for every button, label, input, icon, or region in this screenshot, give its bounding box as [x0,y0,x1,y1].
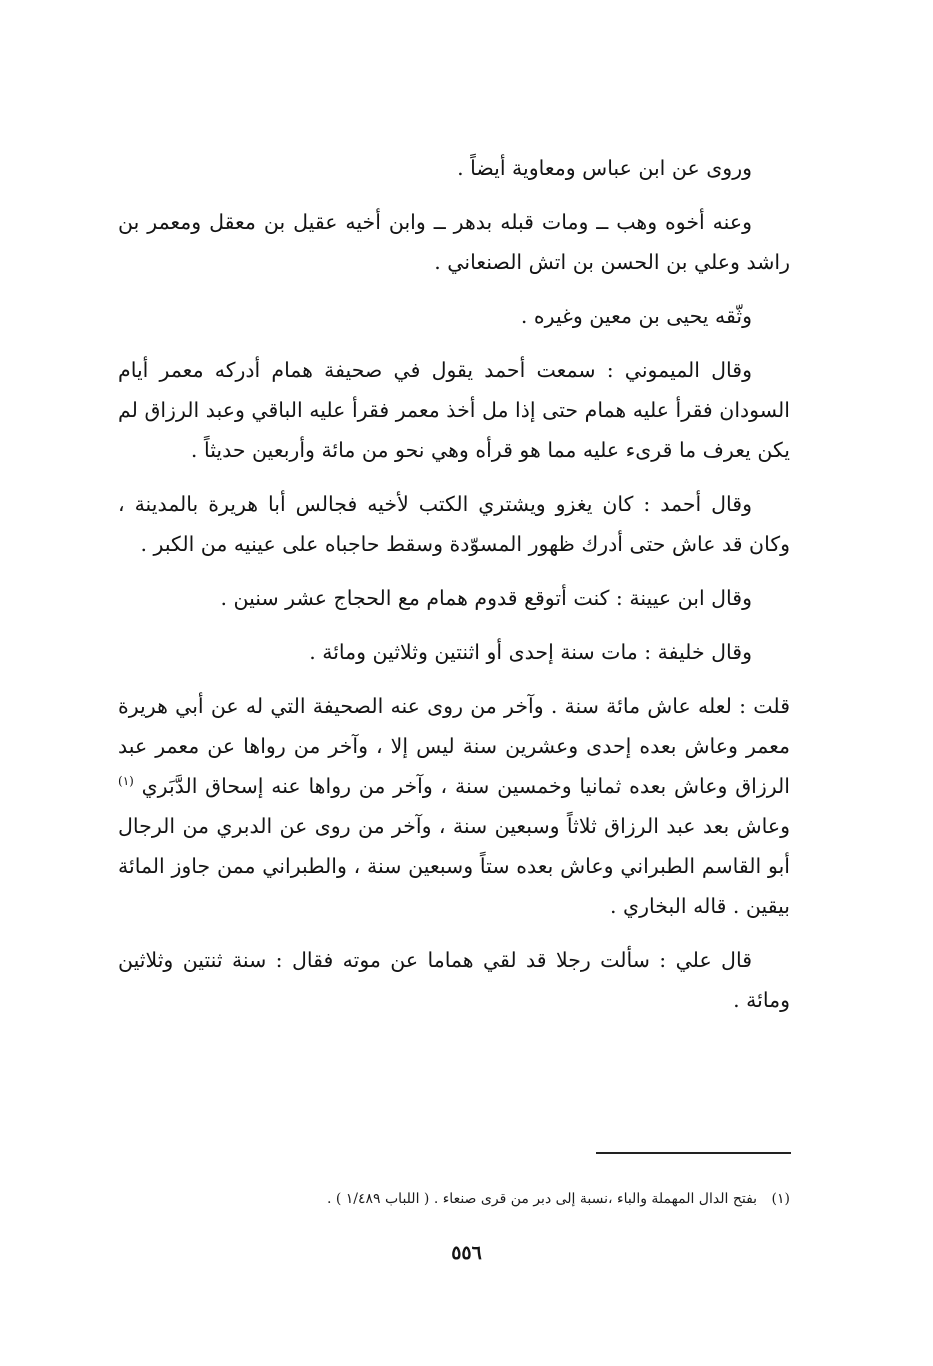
footnote-divider [596,1152,791,1154]
footnote-number: (١) [771,1191,790,1207]
commentary-part-2: وعاش بعد عبد الرزاق ثلاثاً وسبعين سنة ، وآخر من روى عن الدبري من الرجال أبو القاسم الطبراني وعاش بعده ستاً وسبعين سنة ، والطبراني ممن جاوز المائة بيقين . قاله البخاري . [118,814,790,918]
page-number: ٥٥٦ [451,1242,482,1264]
paragraph-maimuni: وقال الميموني : سمعت أحمد يقول في صحيفة همام أدركه معمر أيام السودان فقرأ عليه همام حتى إذا مل أخذ معمر فقرأ عليه الباقي وعبد الرزاق لم يكن يعرف ما قرىء عليه مما هو قرأه وهي نحو من مائة وأربعين حديثاً . [118,358,790,462]
paragraph-ibn-uyaynah: وقال ابن عيينة : كنت أتوقع قدوم همام مع الحجاج عشر سنين . [220,586,752,610]
paragraph-death-date: قال علي : سألت رجلا قد لقي هماما عن موته فقال : سنة ثنتين وثلاثين ومائة . [118,948,790,1012]
paragraph-khalifah: وقال خليفة : مات سنة إحدى أو اثنتين وثلاثين ومائة . [309,640,752,664]
footnote-reference[interactable]: (١) [118,774,134,789]
paragraph-students: وعنه أخوه وهب ــ ومات قبله بدهر ــ وابن أخيه عقيل بن معقل ومعمر بن راشد وعلي بن الحسن بن اتش الصنعاني . [118,210,790,274]
paragraph-ahmad: وقال أحمد : كان يغزو ويشتري الكتب لأخيه فجالس أبا هريرة بالمدينة ، وكان قد عاش حتى أدرك ظهور المسوّدة وسقط حاجباه على عينيه من الكبر . [118,492,790,556]
main-text [118,148,790,1034]
commentary-part-1: قلت : لعله عاش مائة سنة . وآخر من روى عنه الصحيفة التي له عن أبي هريرة معمر وعاش بعده إحدى وعشرين سنة ليس إلا ، وآخر من رواها عن معمر عبد الرزاق وعاش بعده ثمانيا وخمسين سنة ، وآخر من رواها عنه إسحاق الدَّبَري [118,694,790,798]
paragraph-authentication: وثّقه يحيى بن معين وغيره . [520,304,752,328]
footnote-text: بفتح الدال المهملة والباء ،نسبة إلى دبر من قرى صنعاء . ( اللباب ١/٤٨٩ ) . [326,1191,758,1207]
footnote [170,1186,790,1212]
paragraph-narration: وروى عن ابن عباس ومعاوية أيضاً . [457,156,752,180]
paragraph-commentary [118,686,790,926]
